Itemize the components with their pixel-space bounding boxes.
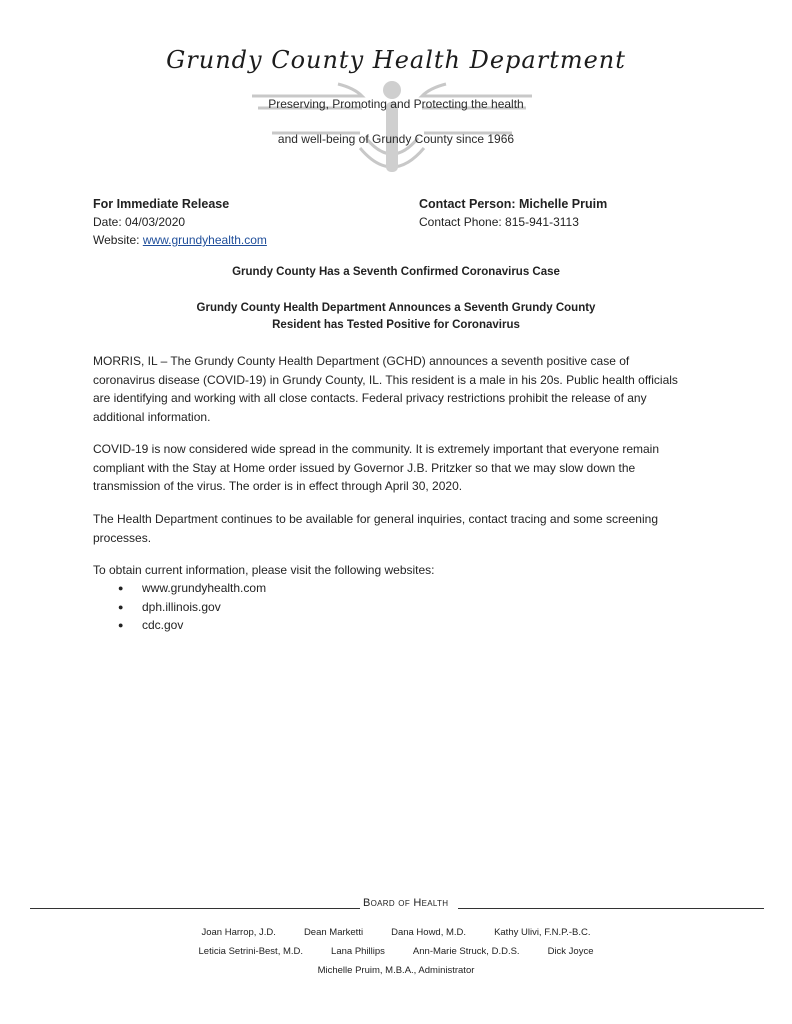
subheadline-line-2: Resident has Tested Positive for Coronavirus bbox=[272, 319, 520, 331]
organization-title: Grundy County Health Department bbox=[166, 46, 626, 74]
list-item: ● cdc.gov bbox=[118, 616, 266, 635]
paragraph-4: To obtain current information, please visit the following websites: bbox=[93, 563, 435, 577]
release-date: Date: 04/03/2020 bbox=[93, 215, 186, 229]
board-members-row-3 bbox=[0, 965, 792, 984]
contact-phone: Contact Phone: 815-941-3113 bbox=[419, 215, 579, 229]
tagline-line-2: and well-being of Grundy County since 1966 bbox=[277, 132, 515, 146]
contact-person: Contact Person: Michelle Pruim bbox=[419, 197, 608, 211]
board-of-health-label: Board of Health bbox=[363, 897, 449, 909]
release-info-left bbox=[93, 195, 267, 249]
board-member: Lana Phillips bbox=[331, 946, 385, 957]
paragraph-1: MORRIS, IL – The Grundy County Health Department (GCHD) announces a seventh positive case of coronavirus disease (COVID-19) in Grundy County, IL. This resident is a male in his 20s. Public health officials are identifying and working with all close contacts. Federal privacy restrictions prohibit the release of any additional information. bbox=[93, 354, 678, 424]
headline: Grundy County Has a Seventh Confirmed Coronavirus Case bbox=[232, 266, 560, 278]
tagline-line-1: Preserving, Promoting and Protecting the health bbox=[268, 97, 524, 111]
website-label: Website: bbox=[93, 233, 143, 247]
website-link[interactable]: www.grundyhealth.com bbox=[142, 233, 267, 247]
board-member: Ann-Marie Struck, D.D.S. bbox=[412, 946, 520, 957]
board-members bbox=[0, 927, 792, 984]
board-member: Dana Howd, M.D. bbox=[391, 927, 467, 938]
subheadline-line-1: Grundy County Health Department Announces a Seventh Grundy County bbox=[196, 302, 596, 314]
website-list bbox=[118, 579, 266, 635]
administrator: Michelle Pruim, M.B.A., Administrator bbox=[317, 965, 475, 976]
board-member: Dean Marketti bbox=[303, 927, 364, 938]
release-info-right bbox=[419, 195, 607, 231]
paragraph-2: COVID-19 is now considered wide spread in the community. It is extremely important that everyone remain compliant with the Stay at Home order issued by Governor J.B. Pritzker so that we may slow down the transmission of the virus. The order is in effect through April 30, 2020. bbox=[93, 442, 660, 493]
website-line bbox=[93, 231, 267, 249]
list-item: ● www.grundyhealth.com bbox=[118, 579, 266, 598]
divider-rule-right bbox=[458, 908, 764, 909]
board-member: Kathy Ulivi, F.N.P.-B.C. bbox=[494, 927, 591, 938]
board-member: Joan Harrop, J.D. bbox=[201, 927, 276, 938]
divider-rule-left bbox=[30, 908, 360, 909]
paragraph-3: The Health Department continues to be available for general inquiries, contact tracing and some screening processes. bbox=[93, 512, 658, 545]
release-label: For Immediate Release bbox=[93, 197, 230, 211]
board-of-health-divider bbox=[30, 897, 766, 909]
board-member: Leticia Setrini-Best, M.D. bbox=[198, 946, 304, 957]
board-members-row-1 bbox=[0, 927, 792, 946]
board-member: Dick Joyce bbox=[547, 946, 594, 957]
list-item: ● dph.illinois.gov bbox=[118, 598, 266, 617]
board-members-row-2 bbox=[0, 946, 792, 965]
